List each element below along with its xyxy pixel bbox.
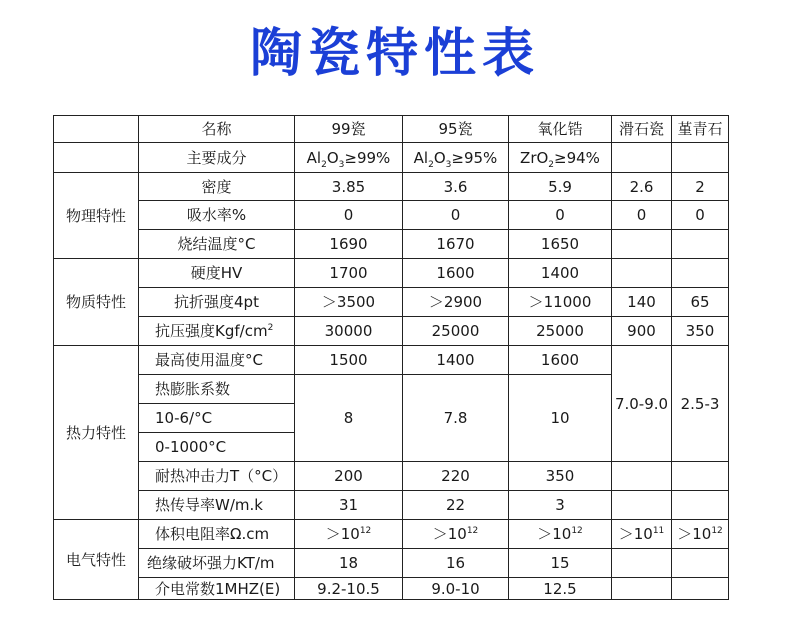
row-label: 吸水率% <box>139 201 295 230</box>
group-label-electrical: 电气特性 <box>54 520 139 600</box>
cell-value: 0 <box>672 201 729 230</box>
cell-value: $>10^{12}$ <box>295 520 403 549</box>
cell-value: $>10^{11}$ <box>612 520 672 549</box>
cell-value: $>10^{12}$ <box>509 520 612 549</box>
cell-value: 1400 <box>509 259 612 288</box>
cell-value: 9.2-10.5 <box>295 578 403 600</box>
cell-value: 200 <box>295 462 403 491</box>
page-title: 陶瓷特性表 <box>249 24 540 84</box>
cell-value: 3.85 <box>295 173 403 201</box>
cell-value: 12.5 <box>509 578 612 600</box>
row-label: 烧结温度°C <box>139 230 295 259</box>
cell-value: 25000 <box>509 317 612 346</box>
cell-value: 350 <box>672 317 729 346</box>
col-header-zirconia: 氧化锆 <box>509 116 612 143</box>
cell-value: 10 <box>509 375 612 462</box>
cell-value: 1650 <box>509 230 612 259</box>
cell-value: 8 <box>295 375 403 462</box>
col-header-steatite: 滑石瓷 <box>612 116 672 143</box>
cell-value: 1690 <box>295 230 403 259</box>
row-label: 介电常数1MHZ(E) <box>139 578 295 600</box>
table-row <box>54 288 729 317</box>
cell-value: 1670 <box>403 230 509 259</box>
group-label-material: 物质特性 <box>54 259 139 346</box>
cell-value: 65 <box>672 288 729 317</box>
cell-value: 0 <box>295 201 403 230</box>
composition-99: $Al_2O_3\ge 99\%$ <box>295 143 403 173</box>
table-row <box>54 173 729 201</box>
cell-value: $>10^{12}$ <box>672 520 729 549</box>
row-label: 硬度HV <box>139 259 295 288</box>
cell-value: 2.5-3 <box>672 346 729 462</box>
cell-value: 3.6 <box>403 173 509 201</box>
cell-value: ＞2900 <box>403 288 509 317</box>
cell-value: 350 <box>509 462 612 491</box>
col-header-cordierite: 堇青石 <box>672 116 729 143</box>
table-row <box>54 578 729 600</box>
name-header: 名称 <box>139 116 295 143</box>
cell-value: 0 <box>403 201 509 230</box>
cell-value: 1500 <box>295 346 403 375</box>
row-label: 主要成分 <box>139 143 295 173</box>
table-row <box>54 491 729 520</box>
table-row <box>54 259 729 288</box>
cell-value: 31 <box>295 491 403 520</box>
cell-value: 15 <box>509 549 612 578</box>
cell-value: 0 <box>612 201 672 230</box>
table-row <box>54 201 729 230</box>
table-row <box>54 143 729 173</box>
cell-value: 2 <box>672 173 729 201</box>
row-label: 抗压强度Kgf/$cm^2$ <box>139 317 295 346</box>
cell-value: 140 <box>612 288 672 317</box>
col-header-99: 99瓷 <box>295 116 403 143</box>
row-label: 热膨胀系数 <box>139 375 295 404</box>
cell-value: 2.6 <box>612 173 672 201</box>
composition-95: $Al_2O_3\ge 95\%$ <box>403 143 509 173</box>
row-label: 最高使用温度°C <box>139 346 295 375</box>
cell-value: 9.0-10 <box>403 578 509 600</box>
composition-zirconia: ZrO$_2$≥94% <box>509 143 612 173</box>
table-header-row <box>54 116 729 143</box>
table-row <box>54 317 729 346</box>
cell-value: 1400 <box>403 346 509 375</box>
cell-value: 1600 <box>403 259 509 288</box>
table-row <box>54 230 729 259</box>
table-row <box>54 549 729 578</box>
row-label: 绝缘破坏强力KT/m <box>139 549 295 578</box>
cell-value: 0 <box>509 201 612 230</box>
ceramic-properties-table <box>53 115 729 600</box>
table-row <box>54 346 729 375</box>
table-row <box>54 520 729 549</box>
empty-cell <box>54 143 139 173</box>
cell-value: 900 <box>612 317 672 346</box>
cell-value: 25000 <box>403 317 509 346</box>
row-label: 密度 <box>139 173 295 201</box>
group-label-physical: 物理特性 <box>54 173 139 259</box>
cell-value: 22 <box>403 491 509 520</box>
cell-value: $>10^{12}$ <box>403 520 509 549</box>
cell-value: 220 <box>403 462 509 491</box>
row-label: 耐热冲击力T（°C） <box>139 462 295 491</box>
corner-cell <box>54 116 139 143</box>
cell-value: 18 <box>295 549 403 578</box>
cell-value: ＞11000 <box>509 288 612 317</box>
row-label: 抗折强度4pt <box>139 288 295 317</box>
cell-value: 7.8 <box>403 375 509 462</box>
cell-value: 3 <box>509 491 612 520</box>
row-label: 体积电阻率Ω.cm <box>139 520 295 549</box>
cell-value: 5.9 <box>509 173 612 201</box>
cell-value: 16 <box>403 549 509 578</box>
row-label: 0-1000°C <box>139 433 295 462</box>
group-label-thermal: 热力特性 <box>54 346 139 520</box>
col-header-95: 95瓷 <box>403 116 509 143</box>
row-label: 热传导率W/m.k <box>139 491 295 520</box>
cell-value: 7.0-9.0 <box>612 346 672 462</box>
cell-value: 30000 <box>295 317 403 346</box>
cell-value: ＞3500 <box>295 288 403 317</box>
cell-value: 1600 <box>509 346 612 375</box>
cell-value: 1700 <box>295 259 403 288</box>
row-label: 10-6/°C <box>139 404 295 433</box>
table-row <box>54 462 729 491</box>
